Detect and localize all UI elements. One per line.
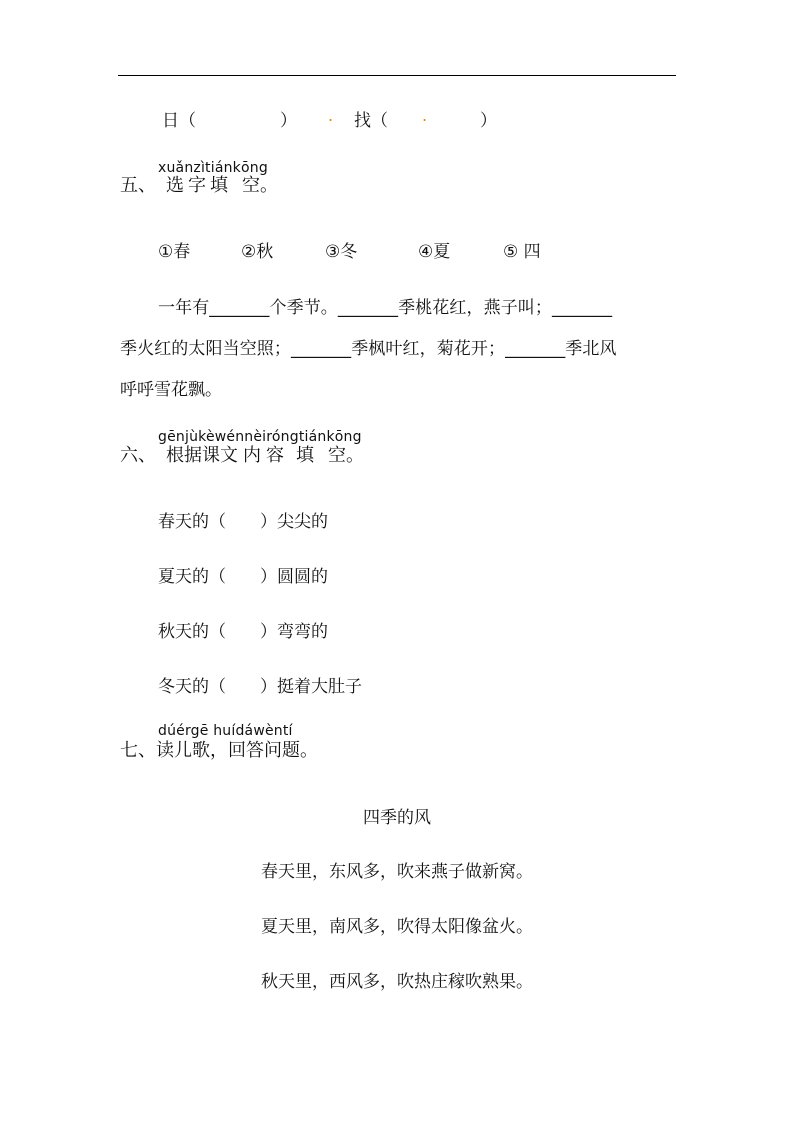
option-1: ①春 [158,242,191,262]
ri-close-paren: ） [280,111,297,131]
section6-title-char: 文 [220,445,238,466]
poem-line-3: 秋天里，西风多，吹热庄稼吹熟果。 [261,972,533,992]
option-2: ②秋 [241,242,274,262]
section7-heading [120,736,318,762]
section6-title-char: 内 [243,445,261,466]
section6-title-char: 容 [266,445,284,466]
zhao-close-paren: ） [480,111,497,131]
option-5: ⑤ 四 [503,242,541,262]
poem-title: 四季的风 [363,808,431,828]
fill-item-autumn: 秋天的（ ）弯弯的 [158,622,328,642]
section5-title-char: 填 [210,175,228,196]
option-3: ③冬 [325,242,358,262]
section5-number: 五、 [120,175,156,196]
section5-heading [120,171,278,197]
orange-dot-mark: . [422,106,428,125]
section5-title-char: 选 [166,175,184,196]
fill-line-3: 呼呼雪花飘。 [120,380,222,400]
section7-pinyin: dúérgē huídáwèntí [158,723,293,739]
section6-title-char: 。 [346,445,364,466]
poem-line-2: 夏天里，南风多，吹得太阳像盆火。 [261,917,533,937]
section6-title-char: 根 [166,445,184,466]
fill-item-winter: 冬天的（ ）挺着大肚子 [158,677,362,697]
fill-item-summer: 夏天的（ ）圆圆的 [158,567,328,587]
fill-line-1: 一年有_______个季节。_______季桃花红，燕子叫；_______ [158,298,613,318]
section7-number: 七、 [120,740,156,761]
section6-title-char: 填 [296,445,314,466]
section7-title: 读儿歌，回答问题。 [156,740,318,761]
section5-title-char: 字 [188,175,206,196]
top-rule [118,75,676,76]
section6-title-char: 空 [328,445,346,466]
section5-title-char: 空 [242,175,260,196]
section6-title-char: 据 [184,445,202,466]
section6-title-char: 课 [202,445,220,466]
orange-dot-mark: . [328,106,334,125]
fill-line-2: 季火红的太阳当空照；_______季枫叶红，菊花开；_______季北风 [120,339,617,359]
section6-number: 六、 [120,445,156,466]
section6-pinyin: gēnjùkèwénnèiróngtiánkōng [158,429,362,445]
section5-title-char: 。 [260,175,278,196]
section5-pinyin: xuǎnzìtiánkōng [158,160,268,176]
fill-item-spring: 春天的（ ）尖尖的 [158,512,328,532]
zhao-prompt: 找（ [354,111,388,131]
section6-heading [120,441,364,467]
option-4: ④夏 [418,242,451,262]
ri-prompt: 日（ [162,111,196,131]
poem-line-1: 春天里，东风多，吹来燕子做新窝。 [261,862,533,882]
